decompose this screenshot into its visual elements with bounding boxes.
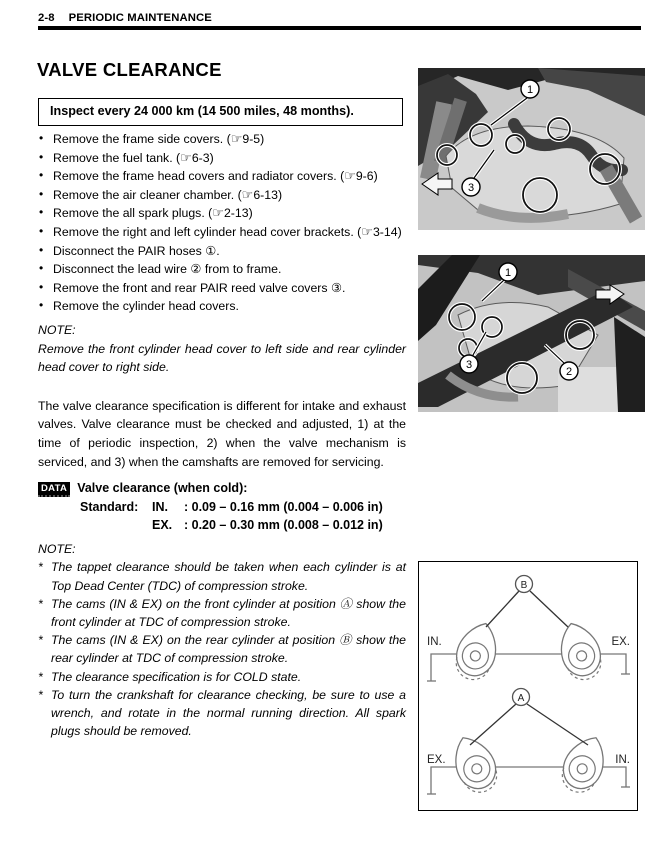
svg-text:3: 3	[467, 182, 475, 194]
photo-rear-cylinder	[418, 255, 645, 418]
bullet-icon: •	[39, 279, 44, 294]
ref-page: 9-6	[355, 169, 374, 184]
list-item	[38, 279, 406, 298]
bullet-icon: •	[39, 186, 44, 201]
step-text: Remove the front and rear PAIR reed valve covers ③.	[53, 280, 346, 295]
ref-page: 6-3	[191, 150, 210, 165]
cam-position-diagram	[418, 561, 638, 811]
asterisk-marker: *	[38, 560, 43, 575]
section-title: PERIODIC MAINTENANCE	[68, 12, 212, 24]
page-ref-icon: ☞	[230, 131, 243, 146]
page-number: 2-8	[38, 12, 55, 24]
header-rule	[38, 26, 641, 30]
description-paragraph: The valve clearance specification is different for intake and exhaust valves. Valve clearance must be checked and adjusted, 1) at the time of periodic inspection, 2) when the valve mechanism is serviced, and 3) when the camshafts are removed for servicing.	[38, 398, 406, 469]
page-header	[38, 9, 212, 28]
page-reference: (☞9-5)	[226, 131, 265, 146]
list-item	[38, 631, 406, 667]
page-reference: (☞2-13)	[208, 205, 253, 221]
page-ref-icon: ☞	[180, 149, 192, 165]
note-item-text: To turn the crankshaft for clearance checking, be sure to use a wrench, and rotate in the normal running direction. All spark plugs should be removed.	[51, 687, 406, 739]
bullet-icon: •	[39, 205, 44, 220]
svg-text:B: B	[520, 580, 528, 591]
note-block-2	[38, 540, 406, 741]
bullet-icon: •	[39, 242, 44, 257]
list-item	[38, 558, 406, 594]
label-ex-top: EX.	[611, 636, 630, 648]
note-label: NOTE:	[38, 322, 76, 337]
in-value: : 0.09 – 0.16 mm (0.004 – 0.006 in)	[184, 499, 383, 514]
page-reference: (☞6-13)	[237, 186, 283, 202]
note-item-text: The tappet clearance should be taken when each cylinder is at Top Dead Center (TDC) of compression stroke.	[51, 560, 406, 593]
svg-text:3: 3	[465, 359, 473, 371]
list-item	[38, 204, 406, 223]
asterisk-marker: *	[38, 596, 43, 611]
asterisk-marker: *	[38, 669, 43, 684]
list-item	[38, 595, 406, 631]
step-text: Remove the cylinder head covers.	[53, 299, 239, 314]
step-text: Remove the air cleaner chamber.	[53, 187, 235, 202]
note-label: NOTE:	[38, 541, 76, 556]
cam-lobe	[553, 618, 607, 685]
list-item	[38, 223, 406, 242]
ref-page: 2-13	[223, 206, 249, 221]
position-letter-B	[516, 576, 533, 593]
list-item	[38, 686, 406, 741]
data-spec-block	[38, 479, 406, 535]
svg-text:1: 1	[526, 84, 534, 96]
bullet-icon: •	[39, 298, 44, 313]
note-item-text: The cams (IN & EX) on the front cylinder at position Ⓐ show the front cylinder at TDC of compression stroke.	[51, 596, 406, 630]
note-item-text: The clearance specification is for COLD state.	[51, 669, 302, 684]
step-text: Remove the all spark plugs.	[53, 206, 205, 221]
page-ref-icon: ☞	[361, 223, 373, 239]
service-interval-box	[38, 98, 403, 126]
list-item	[38, 167, 406, 186]
text-column	[38, 130, 406, 741]
removal-step-list	[38, 130, 406, 316]
step-text: Remove the frame head covers and radiator covers.	[53, 169, 337, 184]
bullet-icon: •	[39, 261, 44, 276]
page-reference: (☞9-6)	[340, 168, 378, 184]
page-ref-icon: ☞	[212, 205, 224, 221]
step-text: Remove the frame side covers.	[53, 132, 224, 146]
service-interval-text: Inspect every 24 000 km (14 500 miles, 48 months).	[50, 104, 354, 118]
asterisk-marker: *	[38, 633, 43, 648]
page-ref-icon: ☞	[344, 168, 356, 184]
note-body: Remove the front cylinder head cover to left side and rear cylinder head cover to right side.	[38, 341, 406, 375]
list-item	[38, 149, 406, 168]
note-item-text: The cams (IN & EX) on the rear cylinder at position Ⓑ show the rear cylinder at TDC of compression stroke.	[51, 633, 406, 666]
svg-text:A: A	[517, 693, 525, 704]
step-text: Remove the fuel tank.	[53, 150, 173, 165]
asterisk-marker: *	[38, 687, 43, 702]
label-in-top: IN.	[427, 636, 442, 648]
list-item	[38, 668, 406, 686]
page-reference: (☞6-3)	[176, 149, 214, 165]
label-in-bottom: IN.	[615, 754, 630, 766]
page-reference: (☞3-14)	[357, 223, 402, 239]
photo-front-cylinder	[418, 68, 645, 236]
ex-label: EX.	[152, 518, 173, 533]
ref-page: 6-13	[253, 187, 278, 202]
bullet-icon: •	[39, 168, 44, 183]
list-item	[38, 297, 406, 316]
label-ex-bottom: EX.	[427, 754, 446, 766]
ex-value: : 0.20 – 0.30 mm (0.008 – 0.012 in)	[184, 518, 383, 533]
ref-page: 9-5	[242, 132, 261, 146]
step-text: Disconnect the lead wire ② from to frame.	[53, 262, 282, 277]
cam-lobe	[450, 618, 504, 685]
data-heading: Valve clearance (when cold):	[77, 481, 248, 496]
list-item	[38, 130, 406, 149]
data-badge: DATA	[38, 482, 70, 497]
bullet-icon: •	[39, 149, 44, 164]
list-item	[38, 260, 406, 279]
bullet-icon: •	[39, 131, 44, 145]
svg-text:1: 1	[504, 267, 512, 279]
note-item-list	[38, 558, 406, 740]
cam-lobe	[555, 730, 613, 798]
list-item	[38, 186, 406, 205]
in-label: IN.	[152, 499, 168, 514]
bullet-icon: •	[39, 223, 44, 238]
list-item	[38, 242, 406, 261]
spec-rows	[80, 498, 406, 535]
position-letter-A	[513, 689, 530, 706]
standard-label: Standard:	[80, 499, 139, 514]
step-text: Remove the right and left cylinder head cover brackets.	[53, 224, 354, 239]
ref-page: 3-14	[372, 224, 398, 239]
page-ref-icon: ☞	[241, 186, 254, 202]
step-text: Disconnect the PAIR hoses ①.	[53, 243, 220, 258]
page-title: VALVE CLEARANCE	[37, 59, 222, 80]
svg-text:2: 2	[565, 366, 573, 378]
